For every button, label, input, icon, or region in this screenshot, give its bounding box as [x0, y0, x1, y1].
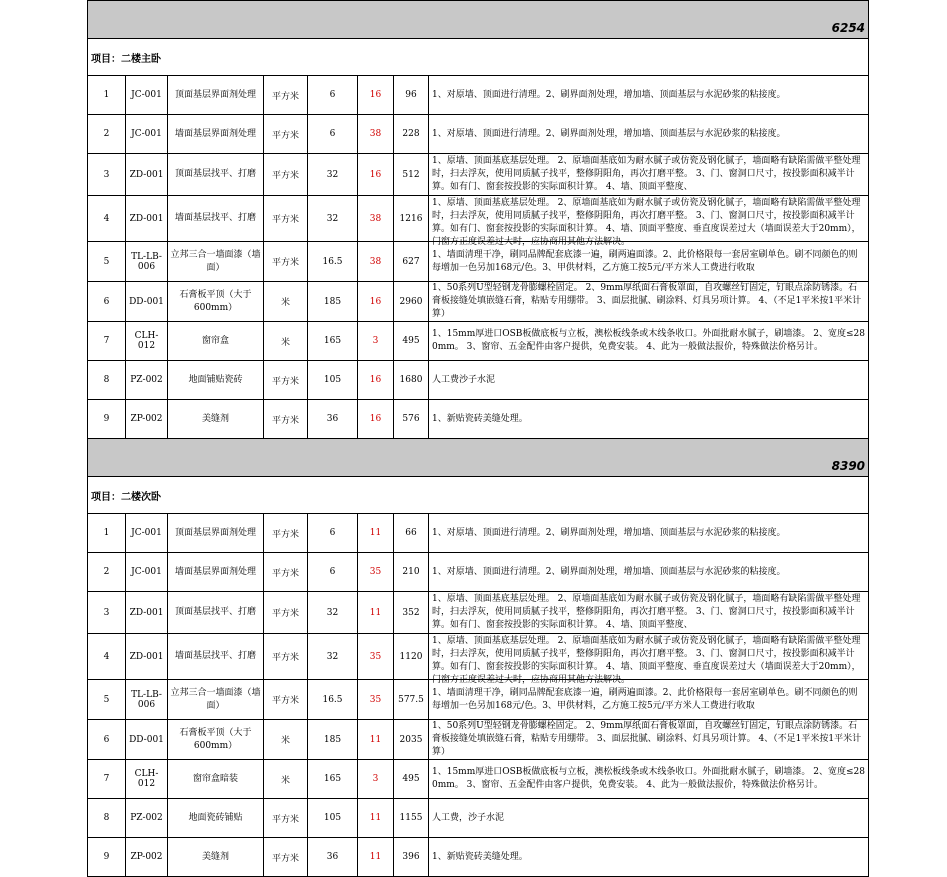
row-number: 2 — [88, 553, 126, 592]
item-quantity: 165 — [308, 322, 358, 361]
table-row — [88, 720, 869, 760]
table-row — [88, 799, 869, 838]
item-code: PZ-002 — [126, 361, 168, 400]
quote-table — [87, 0, 869, 877]
project-title: 项目：二楼主卧 — [88, 39, 869, 76]
item-total: 352 — [394, 592, 429, 634]
item-unit: 平方米 — [264, 242, 308, 282]
item-name: 顶面基层找平、打磨 — [168, 154, 264, 196]
table-row — [88, 361, 869, 400]
item-unit-price: 16 — [358, 361, 394, 400]
row-number: 4 — [88, 634, 126, 680]
row-number: 8 — [88, 361, 126, 400]
item-quantity: 16.5 — [308, 242, 358, 282]
item-unit-price: 11 — [358, 799, 394, 838]
description-text: 1、原墙、顶面基底基层处理。 2、原墙面基底如为耐水腻子或仿瓷及钢化腻子，墙面略有缺陷需做平整处理时，扫去浮灰，使用同质腻子找平，整修阴阳角，再次打磨平整。 3、门、窗洞口尺寸，按投影面积减半计算。如有门、窗套按投影的实际面积计算。 4、墙、顶面平整度、垂直度误差过大（墙面误差大于20mm），门窗方正度误差过大时，应协商用其他方法解决。 — [432, 636, 861, 685]
row-number: 6 — [88, 720, 126, 760]
item-description — [429, 634, 869, 685]
item-description — [429, 282, 869, 322]
item-total: 1216 — [394, 196, 429, 242]
item-description — [429, 400, 869, 439]
item-total: 577.5 — [394, 680, 429, 720]
item-unit: 米 — [264, 760, 308, 799]
item-description — [429, 838, 869, 877]
row-number: 3 — [88, 592, 126, 634]
item-code: JC-001 — [126, 553, 168, 592]
item-name: 美缝剂 — [168, 400, 264, 439]
item-name: 墙面基层界面剂处理 — [168, 115, 264, 154]
row-number: 9 — [88, 400, 126, 439]
item-total: 512 — [394, 154, 429, 196]
table-row — [88, 76, 869, 115]
item-code: CLH-012 — [126, 322, 168, 361]
item-quantity: 36 — [308, 838, 358, 877]
section-total: 8390 — [88, 439, 869, 477]
item-code: ZD-001 — [126, 154, 168, 196]
item-total: 96 — [394, 76, 429, 115]
item-quantity: 185 — [308, 720, 358, 760]
item-total: 2035 — [394, 720, 429, 760]
description-text: 人工费，沙子水泥 — [432, 812, 505, 823]
item-unit-price: 38 — [358, 196, 394, 242]
item-code: JC-001 — [126, 514, 168, 553]
item-unit: 米 — [264, 720, 308, 760]
item-code: PZ-002 — [126, 799, 168, 838]
item-code: ZD-001 — [126, 592, 168, 634]
table-row — [88, 634, 869, 680]
section-total: 6254 — [88, 1, 869, 39]
item-quantity: 32 — [308, 154, 358, 196]
item-name: 立邦三合一墙面漆（墙面） — [168, 242, 264, 282]
item-description — [429, 592, 869, 634]
item-description — [429, 322, 869, 361]
item-name: 墙面基层找平、打磨 — [168, 634, 264, 680]
item-unit-price: 38 — [358, 115, 394, 154]
item-total: 627 — [394, 242, 429, 282]
item-total: 576 — [394, 400, 429, 439]
item-unit: 平方米 — [264, 553, 308, 592]
row-number: 3 — [88, 154, 126, 196]
table-row — [88, 282, 869, 322]
item-unit-price: 3 — [358, 322, 394, 361]
description-text: 1、对原墙、顶面进行清理。2、刷界面剂处理，增加墙、顶面基层与水泥砂浆的粘接度。 — [432, 566, 786, 577]
item-code: DD-001 — [126, 720, 168, 760]
row-number: 6 — [88, 282, 126, 322]
table-row — [88, 592, 869, 634]
item-description — [429, 720, 869, 760]
item-name: 地面铺贴瓷砖 — [168, 361, 264, 400]
description-text: 1、新贴瓷砖美缝处理。 — [432, 851, 528, 862]
item-code: ZD-001 — [126, 196, 168, 242]
description-text: 1、新贴瓷砖美缝处理。 — [432, 413, 528, 424]
item-code: TL-LB-006 — [126, 242, 168, 282]
project-title-row — [88, 477, 869, 514]
page-margin — [0, 0, 87, 877]
item-unit: 平方米 — [264, 76, 308, 115]
description-text: 1、对原墙、顶面进行清理。2、刷界面剂处理，增加墙、顶面基层与水泥砂浆的粘接度。 — [432, 89, 786, 100]
row-number: 5 — [88, 242, 126, 282]
item-quantity: 16.5 — [308, 680, 358, 720]
item-code: ZP-002 — [126, 838, 168, 877]
item-quantity: 32 — [308, 196, 358, 242]
item-unit-price: 16 — [358, 154, 394, 196]
description-text: 1、15mm厚进口OSB板做底板与立板，澳松板线条或木线条收口。外面批耐水腻子，刷墙漆。 2、宽度≤280mm。 3、窗帘、五金配件由客户提供，免费安装。 4、此为一般做法报价，特殊做法价格另计。 — [432, 767, 865, 790]
item-name: 顶面基层界面剂处理 — [168, 514, 264, 553]
item-unit: 平方米 — [264, 361, 308, 400]
description-text: 1、原墙、顶面基底基层处理。 2、原墙面基底如为耐水腻子或仿瓷及钢化腻子，墙面略有缺陷需做平整处理时，扫去浮灰，使用同质腻子找平，整修阴阳角，再次打磨平整。 3、门、窗洞口尺寸，按投影面积减半计算。如有门、窗套按投影的实际面积计算。 4、墙、顶面平整度、 — [432, 156, 861, 192]
table-row — [88, 115, 869, 154]
item-total: 1680 — [394, 361, 429, 400]
item-quantity: 32 — [308, 592, 358, 634]
item-unit-price: 35 — [358, 553, 394, 592]
item-unit: 平方米 — [264, 400, 308, 439]
description-text: 1、原墙、顶面基底基层处理。 2、原墙面基底如为耐水腻子或仿瓷及钢化腻子，墙面略有缺陷需做平整处理时，扫去浮灰，使用同质腻子找平，整修阴阳角，再次打磨平整。 3、门、窗洞口尺寸，按投影面积减半计算。如有门、窗套按投影的实际面积计算。 4、墙、顶面平整度、垂直度误差过大（墙面误差大于20mm），门窗方正度误差过大时，应协商用其他方法解决。 — [432, 198, 861, 247]
item-code: JC-001 — [126, 115, 168, 154]
item-unit-price: 35 — [358, 680, 394, 720]
item-code: CLH-012 — [126, 760, 168, 799]
item-name: 地面瓷砖铺贴 — [168, 799, 264, 838]
item-unit: 平方米 — [264, 154, 308, 196]
item-quantity: 105 — [308, 799, 358, 838]
section-total-row — [88, 439, 869, 477]
description-text: 1、墙面清理干净，刷同品牌配套底漆一遍，刷两遍面漆。2、此价格限每一套居室刷单色。刷不同颜色的则每增加一色另加168元/色。3、甲供材料，乙方施工按5元/平方米人工费进行收取 — [432, 687, 858, 711]
item-total: 495 — [394, 322, 429, 361]
item-unit: 平方米 — [264, 634, 308, 680]
description-text: 1、50系列U型轻钢龙骨膨螺栓固定。 2、9mm厚纸面石膏板罩面，自攻螺丝钉固定，钉眼点涂防锈漆。石膏板接缝处填嵌缝石膏，粘贴专用绷带。 3、面层批腻、刷涂料、灯具另项计算。 4、（不足1平米按1平米计算） — [432, 721, 862, 757]
table-row — [88, 196, 869, 242]
item-quantity: 6 — [308, 514, 358, 553]
item-description — [429, 514, 869, 553]
item-name: 墙面基层找平、打磨 — [168, 196, 264, 242]
item-unit-price: 35 — [358, 634, 394, 680]
item-total: 495 — [394, 760, 429, 799]
item-total: 1120 — [394, 634, 429, 680]
item-code: JC-001 — [126, 76, 168, 115]
item-name: 立邦三合一墙面漆（墙面） — [168, 680, 264, 720]
item-unit-price: 16 — [358, 282, 394, 322]
item-quantity: 6 — [308, 553, 358, 592]
description-text: 人工费沙子水泥 — [432, 374, 496, 385]
item-unit: 平方米 — [264, 592, 308, 634]
quote-sheet — [87, 0, 868, 877]
item-unit-price: 16 — [358, 400, 394, 439]
item-code: TL-LB-006 — [126, 680, 168, 720]
item-unit: 平方米 — [264, 680, 308, 720]
item-description — [429, 115, 869, 154]
item-unit-price: 11 — [358, 838, 394, 877]
item-name: 顶面基层找平、打磨 — [168, 592, 264, 634]
item-unit-price: 3 — [358, 760, 394, 799]
item-unit: 米 — [264, 322, 308, 361]
item-unit-price: 11 — [358, 514, 394, 553]
item-quantity: 185 — [308, 282, 358, 322]
row-number: 8 — [88, 799, 126, 838]
item-unit: 米 — [264, 282, 308, 322]
item-code: ZP-002 — [126, 400, 168, 439]
item-name: 石膏板平顶（大于600mm） — [168, 282, 264, 322]
row-number: 5 — [88, 680, 126, 720]
item-name: 顶面基层界面剂处理 — [168, 76, 264, 115]
item-unit-price: 11 — [358, 720, 394, 760]
item-description — [429, 196, 869, 247]
item-description — [429, 799, 869, 838]
item-total: 210 — [394, 553, 429, 592]
item-description — [429, 154, 869, 196]
item-name: 石膏板平顶（大于600mm） — [168, 720, 264, 760]
item-unit-price: 11 — [358, 592, 394, 634]
item-code: ZD-001 — [126, 634, 168, 680]
description-text: 1、15mm厚进口OSB板做底板与立板，澳松板线条或木线条收口。外面批耐水腻子，刷墙漆。 2、宽度≤280mm。 3、窗帘、五金配件由客户提供，免费安装。 4、此为一般做法报价，特殊做法价格另计。 — [432, 329, 865, 352]
row-number: 4 — [88, 196, 126, 242]
section-total-row — [88, 1, 869, 39]
item-unit: 平方米 — [264, 115, 308, 154]
item-unit-price: 16 — [358, 76, 394, 115]
table-row — [88, 514, 869, 553]
item-total: 2960 — [394, 282, 429, 322]
item-name: 美缝剂 — [168, 838, 264, 877]
table-row — [88, 400, 869, 439]
item-description — [429, 553, 869, 592]
row-number: 9 — [88, 838, 126, 877]
description-text: 1、原墙、顶面基底基层处理。 2、原墙面基底如为耐水腻子或仿瓷及钢化腻子，墙面略有缺陷需做平整处理时，扫去浮灰，使用同质腻子找平，整修阴阳角，再次打磨平整。 3、门、窗洞口尺寸，按投影面积减半计算。如有门、窗套按投影的实际面积计算。 4、墙、顶面平整度、 — [432, 594, 861, 630]
description-text: 1、对原墙、顶面进行清理。2、刷界面剂处理，增加墙、顶面基层与水泥砂浆的粘接度。 — [432, 128, 786, 139]
item-quantity: 165 — [308, 760, 358, 799]
row-number: 7 — [88, 760, 126, 799]
row-number: 2 — [88, 115, 126, 154]
table-row — [88, 553, 869, 592]
item-description — [429, 760, 869, 799]
item-code: DD-001 — [126, 282, 168, 322]
description-text: 1、墙面清理干净，刷同品牌配套底漆一遍，刷两遍面漆。2、此价格限每一套居室刷单色。刷不同颜色的则每增加一色另加168元/色。3、甲供材料，乙方施工按5元/平方米人工费进行收取 — [432, 249, 858, 273]
item-quantity: 105 — [308, 361, 358, 400]
project-title-row — [88, 39, 869, 76]
table-row — [88, 322, 869, 361]
item-total: 228 — [394, 115, 429, 154]
item-quantity: 32 — [308, 634, 358, 680]
item-name: 墙面基层界面剂处理 — [168, 553, 264, 592]
item-name: 窗帘盒暗装 — [168, 760, 264, 799]
description-text: 1、对原墙、顶面进行清理。2、刷界面剂处理，增加墙、顶面基层与水泥砂浆的粘接度。 — [432, 527, 786, 538]
item-total: 1155 — [394, 799, 429, 838]
table-row — [88, 838, 869, 877]
item-quantity: 6 — [308, 76, 358, 115]
item-total: 396 — [394, 838, 429, 877]
item-unit: 平方米 — [264, 838, 308, 877]
table-row — [88, 154, 869, 196]
item-total: 66 — [394, 514, 429, 553]
item-quantity: 36 — [308, 400, 358, 439]
table-row — [88, 760, 869, 799]
row-number: 1 — [88, 76, 126, 115]
project-title: 项目：二楼次卧 — [88, 477, 869, 514]
item-unit: 平方米 — [264, 799, 308, 838]
item-description — [429, 76, 869, 115]
row-number: 1 — [88, 514, 126, 553]
row-number: 7 — [88, 322, 126, 361]
item-unit-price: 38 — [358, 242, 394, 282]
description-text: 1、50系列U型轻钢龙骨膨螺栓固定。 2、9mm厚纸面石膏板罩面，自攻螺丝钉固定，钉眼点涂防锈漆。石膏板接缝处填嵌缝石膏，粘贴专用绷带。 3、面层批腻、刷涂料、灯具另项计算。 4、（不足1平米按1平米计算） — [432, 283, 862, 319]
item-description — [429, 361, 869, 400]
item-unit: 平方米 — [264, 514, 308, 553]
item-unit: 平方米 — [264, 196, 308, 242]
item-quantity: 6 — [308, 115, 358, 154]
item-name: 窗帘盒 — [168, 322, 264, 361]
